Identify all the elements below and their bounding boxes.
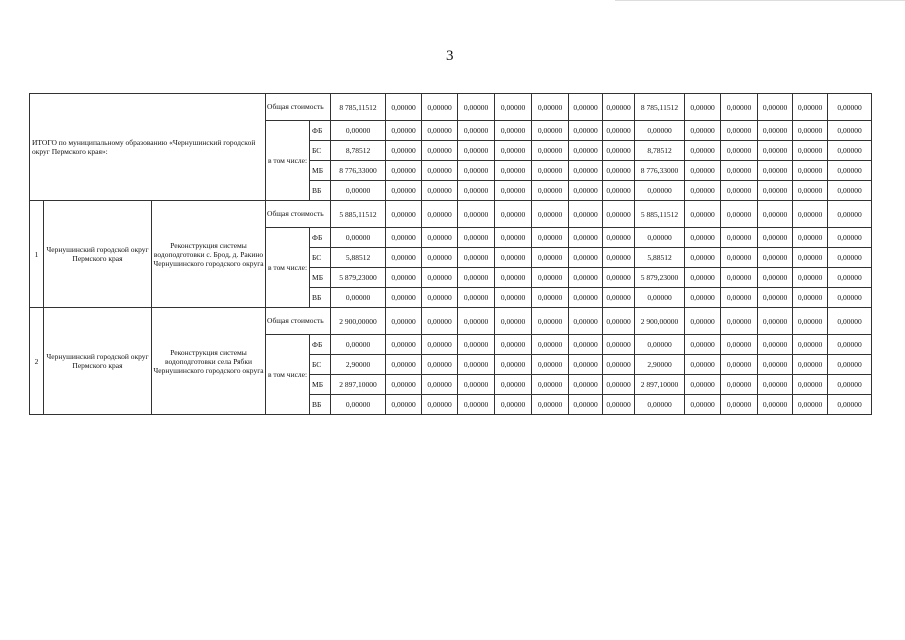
value-cell: 0,00000 (422, 355, 458, 375)
value-cell: 0,00000 (569, 288, 603, 308)
value-cell: 0,00000 (495, 161, 532, 181)
value-cell: 0,00000 (793, 375, 828, 395)
value-cell: 0,00000 (685, 141, 721, 161)
value-cell: 0,00000 (495, 121, 532, 141)
value-cell: 0,00000 (603, 375, 635, 395)
value-cell: 0,00000 (721, 228, 758, 248)
value-cell: 0,00000 (721, 201, 758, 228)
value-cell: 0,00000 (828, 395, 872, 415)
value-cell: 0,00000 (422, 228, 458, 248)
value-cell: 0,00000 (331, 395, 386, 415)
included-label: в том числе: (266, 121, 310, 201)
value-cell: 0,00000 (721, 308, 758, 335)
value-cell: 0,00000 (603, 268, 635, 288)
value-cell: 0,00000 (603, 335, 635, 355)
value-cell: 0,00000 (569, 395, 603, 415)
value-cell: 0,00000 (793, 181, 828, 201)
value-cell: 8,78512 (635, 141, 685, 161)
value-cell: 0,00000 (569, 94, 603, 121)
value-cell: 5 885,11512 (331, 201, 386, 228)
value-cell: 0,00000 (386, 141, 422, 161)
value-cell: 0,00000 (458, 121, 495, 141)
value-cell: 0,00000 (758, 335, 793, 355)
total-label: ИТОГО по муниципальному образованию «Чернушинский городской округ Пермского края»: (30, 94, 266, 201)
source-code: БС (310, 248, 331, 268)
value-cell: 0,00000 (386, 335, 422, 355)
value-cell: 0,00000 (422, 395, 458, 415)
value-cell: 2,90000 (635, 355, 685, 375)
value-cell: 0,00000 (422, 94, 458, 121)
source-code: БС (310, 355, 331, 375)
value-cell: 2 900,00000 (331, 308, 386, 335)
value-cell: 5 879,23000 (331, 268, 386, 288)
value-cell: 0,00000 (569, 201, 603, 228)
value-cell: 0,00000 (569, 141, 603, 161)
value-cell: 0,00000 (386, 375, 422, 395)
value-cell: 0,00000 (828, 248, 872, 268)
value-cell: 0,00000 (793, 335, 828, 355)
value-cell: 0,00000 (422, 335, 458, 355)
value-cell: 0,00000 (721, 161, 758, 181)
value-cell: 0,00000 (386, 161, 422, 181)
value-cell: 0,00000 (458, 288, 495, 308)
value-cell: 0,00000 (386, 94, 422, 121)
value-cell: 0,00000 (386, 308, 422, 335)
cost-label: Общая стоимость (266, 94, 331, 121)
value-cell: 0,00000 (569, 248, 603, 268)
value-cell: 0,00000 (569, 268, 603, 288)
included-label: в том числе: (266, 335, 310, 415)
value-cell: 0,00000 (458, 94, 495, 121)
value-cell: 0,00000 (495, 248, 532, 268)
value-cell: 0,00000 (721, 181, 758, 201)
value-cell: 0,00000 (758, 181, 793, 201)
total-cost-row (30, 94, 872, 121)
value-cell: 0,00000 (331, 228, 386, 248)
value-cell: 0,00000 (532, 248, 569, 268)
value-cell: 0,00000 (458, 181, 495, 201)
value-cell: 0,00000 (793, 161, 828, 181)
value-cell: 0,00000 (458, 395, 495, 415)
value-cell: 0,00000 (495, 288, 532, 308)
value-cell: 0,00000 (685, 201, 721, 228)
value-cell: 0,00000 (828, 141, 872, 161)
value-cell: 0,00000 (495, 201, 532, 228)
cost-label: Общая стоимость (266, 201, 331, 228)
value-cell: 0,00000 (828, 355, 872, 375)
project-number: 2 (30, 308, 44, 415)
value-cell: 0,00000 (758, 375, 793, 395)
value-cell: 0,00000 (422, 288, 458, 308)
value-cell: 0,00000 (386, 268, 422, 288)
source-code: МБ (310, 161, 331, 181)
value-cell: 0,00000 (532, 141, 569, 161)
value-cell: 0,00000 (685, 395, 721, 415)
value-cell: 0,00000 (721, 335, 758, 355)
value-cell: 5 879,23000 (635, 268, 685, 288)
value-cell: 0,00000 (569, 161, 603, 181)
value-cell: 0,00000 (828, 94, 872, 121)
source-code: МБ (310, 268, 331, 288)
value-cell: 8,78512 (331, 141, 386, 161)
value-cell: 0,00000 (685, 248, 721, 268)
value-cell: 0,00000 (828, 181, 872, 201)
value-cell: 0,00000 (569, 121, 603, 141)
value-cell: 0,00000 (758, 288, 793, 308)
value-cell: 0,00000 (828, 161, 872, 181)
value-cell: 0,00000 (758, 395, 793, 415)
value-cell: 0,00000 (603, 308, 635, 335)
value-cell: 0,00000 (635, 181, 685, 201)
value-cell: 2 897,10000 (331, 375, 386, 395)
project-name: Реконструкция системы водоподготовки с. Брод, д. Ракино Чернушинского городского округа (152, 201, 266, 308)
value-cell: 0,00000 (685, 335, 721, 355)
value-cell: 0,00000 (758, 121, 793, 141)
value-cell: 8 785,11512 (635, 94, 685, 121)
value-cell: 0,00000 (603, 161, 635, 181)
value-cell: 0,00000 (828, 201, 872, 228)
value-cell: 0,00000 (828, 375, 872, 395)
municipality: Чернушинский городской округ Пермского края (44, 201, 152, 308)
value-cell: 5,88512 (331, 248, 386, 268)
value-cell: 0,00000 (828, 121, 872, 141)
value-cell: 0,00000 (495, 395, 532, 415)
value-cell: 0,00000 (331, 121, 386, 141)
value-cell: 0,00000 (635, 288, 685, 308)
value-cell: 0,00000 (422, 201, 458, 228)
value-cell: 0,00000 (458, 248, 495, 268)
source-code: ВБ (310, 288, 331, 308)
value-cell: 0,00000 (828, 288, 872, 308)
value-cell: 0,00000 (458, 228, 495, 248)
source-code: ВБ (310, 395, 331, 415)
value-cell: 0,00000 (685, 94, 721, 121)
value-cell: 0,00000 (495, 181, 532, 201)
value-cell: 0,00000 (386, 121, 422, 141)
value-cell: 0,00000 (685, 161, 721, 181)
value-cell: 0,00000 (793, 228, 828, 248)
value-cell: 0,00000 (422, 141, 458, 161)
source-code: ФБ (310, 121, 331, 141)
value-cell: 0,00000 (458, 201, 495, 228)
value-cell: 0,00000 (793, 248, 828, 268)
value-cell: 0,00000 (458, 268, 495, 288)
value-cell: 0,00000 (603, 355, 635, 375)
value-cell: 0,00000 (793, 201, 828, 228)
value-cell: 0,00000 (495, 228, 532, 248)
value-cell: 0,00000 (532, 288, 569, 308)
value-cell: 0,00000 (685, 355, 721, 375)
value-cell: 0,00000 (603, 201, 635, 228)
cost-label: Общая стоимость (266, 308, 331, 335)
value-cell: 0,00000 (458, 375, 495, 395)
value-cell: 0,00000 (635, 395, 685, 415)
value-cell: 0,00000 (422, 248, 458, 268)
value-cell: 0,00000 (721, 375, 758, 395)
value-cell: 0,00000 (569, 375, 603, 395)
value-cell: 0,00000 (532, 375, 569, 395)
value-cell: 0,00000 (603, 228, 635, 248)
value-cell: 0,00000 (721, 288, 758, 308)
value-cell: 0,00000 (569, 228, 603, 248)
value-cell: 0,00000 (793, 395, 828, 415)
source-code: ВБ (310, 181, 331, 201)
value-cell: 0,00000 (721, 121, 758, 141)
value-cell: 0,00000 (635, 121, 685, 141)
value-cell: 0,00000 (386, 228, 422, 248)
value-cell: 0,00000 (495, 355, 532, 375)
value-cell: 0,00000 (331, 288, 386, 308)
value-cell: 0,00000 (422, 181, 458, 201)
value-cell: 0,00000 (495, 94, 532, 121)
value-cell: 0,00000 (532, 308, 569, 335)
value-cell: 0,00000 (793, 121, 828, 141)
value-cell: 0,00000 (495, 308, 532, 335)
value-cell: 0,00000 (532, 201, 569, 228)
budget-table (29, 93, 872, 415)
value-cell: 0,00000 (603, 248, 635, 268)
value-cell: 0,00000 (828, 308, 872, 335)
value-cell: 0,00000 (331, 181, 386, 201)
included-label: в том числе: (266, 228, 310, 308)
value-cell: 0,00000 (386, 248, 422, 268)
value-cell: 2,90000 (331, 355, 386, 375)
value-cell: 0,00000 (685, 308, 721, 335)
value-cell: 0,00000 (685, 228, 721, 248)
value-cell: 0,00000 (758, 161, 793, 181)
value-cell: 0,00000 (532, 161, 569, 181)
value-cell: 0,00000 (758, 141, 793, 161)
value-cell: 0,00000 (793, 268, 828, 288)
value-cell: 0,00000 (721, 395, 758, 415)
value-cell: 0,00000 (422, 161, 458, 181)
value-cell: 0,00000 (422, 121, 458, 141)
value-cell: 0,00000 (495, 335, 532, 355)
value-cell: 0,00000 (422, 268, 458, 288)
value-cell: 8 776,33000 (331, 161, 386, 181)
value-cell: 2 897,10000 (635, 375, 685, 395)
value-cell: 0,00000 (458, 141, 495, 161)
value-cell: 0,00000 (532, 268, 569, 288)
value-cell: 0,00000 (758, 308, 793, 335)
project-cost-row (30, 201, 872, 228)
value-cell: 0,00000 (721, 355, 758, 375)
value-cell: 0,00000 (422, 308, 458, 335)
value-cell: 0,00000 (569, 308, 603, 335)
project-name: Реконструкция системы водоподготовки села Рябки Чернушинского городского округа (152, 308, 266, 415)
value-cell: 0,00000 (603, 288, 635, 308)
value-cell: 0,00000 (685, 268, 721, 288)
value-cell: 0,00000 (569, 355, 603, 375)
value-cell: 0,00000 (721, 141, 758, 161)
value-cell: 0,00000 (603, 94, 635, 121)
value-cell: 0,00000 (685, 288, 721, 308)
value-cell: 0,00000 (603, 121, 635, 141)
value-cell: 0,00000 (793, 94, 828, 121)
value-cell: 0,00000 (532, 94, 569, 121)
value-cell: 0,00000 (758, 228, 793, 248)
value-cell: 0,00000 (386, 288, 422, 308)
value-cell: 0,00000 (569, 181, 603, 201)
value-cell: 8 785,11512 (331, 94, 386, 121)
value-cell: 0,00000 (386, 355, 422, 375)
source-code: БС (310, 141, 331, 161)
value-cell: 0,00000 (828, 335, 872, 355)
value-cell: 0,00000 (386, 395, 422, 415)
project-cost-row (30, 308, 872, 335)
value-cell: 5,88512 (635, 248, 685, 268)
project-number: 1 (30, 201, 44, 308)
value-cell: 0,00000 (331, 335, 386, 355)
value-cell: 8 776,33000 (635, 161, 685, 181)
value-cell: 0,00000 (758, 201, 793, 228)
value-cell: 0,00000 (603, 181, 635, 201)
value-cell: 0,00000 (532, 335, 569, 355)
value-cell: 0,00000 (532, 355, 569, 375)
value-cell: 0,00000 (458, 308, 495, 335)
value-cell: 0,00000 (495, 268, 532, 288)
value-cell: 0,00000 (721, 94, 758, 121)
value-cell: 0,00000 (603, 141, 635, 161)
source-code: ФБ (310, 335, 331, 355)
value-cell: 0,00000 (758, 94, 793, 121)
source-code: МБ (310, 375, 331, 395)
value-cell: 0,00000 (635, 335, 685, 355)
value-cell: 0,00000 (828, 228, 872, 248)
value-cell: 0,00000 (532, 395, 569, 415)
page-number: 3 (446, 48, 454, 64)
value-cell: 0,00000 (603, 395, 635, 415)
value-cell: 0,00000 (458, 355, 495, 375)
value-cell: 0,00000 (386, 201, 422, 228)
value-cell: 0,00000 (685, 375, 721, 395)
value-cell: 0,00000 (758, 355, 793, 375)
value-cell: 2 900,00000 (635, 308, 685, 335)
value-cell: 0,00000 (532, 121, 569, 141)
value-cell: 0,00000 (635, 228, 685, 248)
value-cell: 0,00000 (495, 141, 532, 161)
value-cell: 0,00000 (532, 228, 569, 248)
value-cell: 5 885,11512 (635, 201, 685, 228)
value-cell: 0,00000 (758, 268, 793, 288)
value-cell: 0,00000 (422, 375, 458, 395)
value-cell: 0,00000 (793, 355, 828, 375)
value-cell: 0,00000 (721, 248, 758, 268)
scan-edge-line (615, 0, 905, 1)
value-cell: 0,00000 (685, 121, 721, 141)
value-cell: 0,00000 (495, 375, 532, 395)
value-cell: 0,00000 (458, 335, 495, 355)
municipality: Чернушинский городской округ Пермского края (44, 308, 152, 415)
value-cell: 0,00000 (386, 181, 422, 201)
value-cell: 0,00000 (532, 181, 569, 201)
value-cell: 0,00000 (569, 335, 603, 355)
value-cell: 0,00000 (793, 288, 828, 308)
value-cell: 0,00000 (685, 181, 721, 201)
value-cell: 0,00000 (828, 268, 872, 288)
value-cell: 0,00000 (758, 248, 793, 268)
source-code: ФБ (310, 228, 331, 248)
value-cell: 0,00000 (793, 308, 828, 335)
value-cell: 0,00000 (793, 141, 828, 161)
value-cell: 0,00000 (721, 268, 758, 288)
value-cell: 0,00000 (458, 161, 495, 181)
